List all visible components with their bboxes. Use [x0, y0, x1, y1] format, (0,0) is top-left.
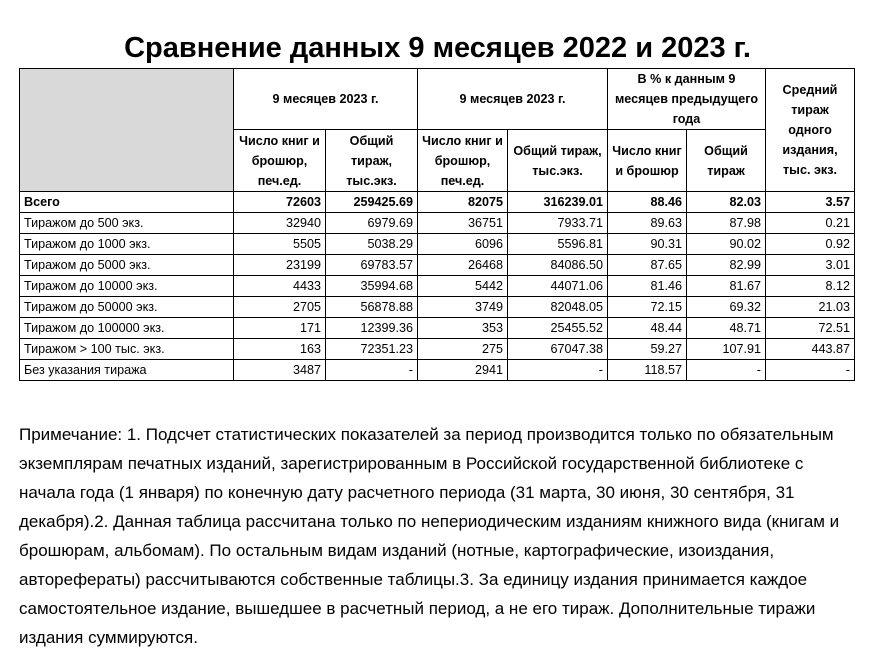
cell-circulation-a: 259425.69	[326, 192, 418, 213]
table-row	[20, 339, 855, 360]
table-row	[20, 297, 855, 318]
cell-circulation-b: -	[508, 360, 608, 381]
row-label: Тиражом до 100000 экз.	[20, 318, 234, 339]
cell-pct-circulation: 81.67	[687, 276, 766, 297]
cell-pct-circulation: 48.71	[687, 318, 766, 339]
cell-books-b: 26468	[418, 255, 508, 276]
group-header-2023-b: 9 месяцев 2023 г.	[418, 69, 608, 130]
cell-pct-books: 59.27	[608, 339, 687, 360]
footnote-text: Примечание: 1. Подсчет статистических показателей за период производится только по обязательным экземплярам печатных изданий, зарегистрированным в Российской государственной библиотеке с начала года (1 января) по конечную дату расчетного периода (31 марта, 30 июня, 30 сентября, 31 декабря).2. Данная таблица рассчитана только по непериодическим изданиям книжного вида (книгам и брошюрам, альбомам). По остальным видам изданий (нотные, картографические, изоиздания, авторефераты) рассчитываются собственные таблицы.3. За единицу издания принимается каждое самостоятельное издание, вышедшее в расчетный период, а не его тираж. Дополнительные тиражи издания суммируются.	[19, 425, 840, 647]
subheader-circulation-a: Общий тираж, тыс.экз.	[326, 130, 418, 192]
cell-avg-circulation: 8.12	[766, 276, 855, 297]
table-row	[20, 213, 855, 234]
cell-pct-books: 88.46	[608, 192, 687, 213]
cell-pct-circulation: 90.02	[687, 234, 766, 255]
cell-circulation-b: 7933.71	[508, 213, 608, 234]
cell-books-a: 3487	[234, 360, 326, 381]
cell-avg-circulation: 0.92	[766, 234, 855, 255]
table-row	[20, 276, 855, 297]
cell-books-a: 5505	[234, 234, 326, 255]
cell-circulation-b: 5596.81	[508, 234, 608, 255]
row-label: Всего	[20, 192, 234, 213]
cell-avg-circulation: 3.57	[766, 192, 855, 213]
subheader-circulation-b: Общий тираж, тыс.экз.	[508, 130, 608, 192]
cell-pct-circulation: 107.91	[687, 339, 766, 360]
cell-circulation-b: 44071.06	[508, 276, 608, 297]
cell-circulation-b: 82048.05	[508, 297, 608, 318]
cell-pct-books: 118.57	[608, 360, 687, 381]
cell-circulation-b: 84086.50	[508, 255, 608, 276]
cell-books-b: 6096	[418, 234, 508, 255]
cell-books-a: 171	[234, 318, 326, 339]
cell-pct-circulation: 87.98	[687, 213, 766, 234]
cell-pct-books: 89.63	[608, 213, 687, 234]
row-label: Тиражом до 1000 экз.	[20, 234, 234, 255]
cell-books-a: 2705	[234, 297, 326, 318]
cell-books-a: 23199	[234, 255, 326, 276]
row-label: Тиражом до 500 экз.	[20, 213, 234, 234]
cell-circulation-a: 6979.69	[326, 213, 418, 234]
cell-books-b: 275	[418, 339, 508, 360]
subheader-pct-circulation: Общий тираж	[687, 130, 766, 192]
cell-pct-books: 87.65	[608, 255, 687, 276]
cell-avg-circulation: 72.51	[766, 318, 855, 339]
table-row	[20, 360, 855, 381]
table-row	[20, 192, 855, 213]
cell-pct-circulation: -	[687, 360, 766, 381]
subheader-books-b: Число книг и брошюр, печ.ед.	[418, 130, 508, 192]
row-label: Тиражом > 100 тыс. экз.	[20, 339, 234, 360]
table-row	[20, 255, 855, 276]
cell-books-a: 32940	[234, 213, 326, 234]
row-label: Тиражом до 5000 экз.	[20, 255, 234, 276]
cell-pct-books: 81.46	[608, 276, 687, 297]
cell-circulation-a: -	[326, 360, 418, 381]
row-label: Без указания тиража	[20, 360, 234, 381]
cell-pct-circulation: 82.03	[687, 192, 766, 213]
cell-books-a: 72603	[234, 192, 326, 213]
comparison-table	[19, 68, 855, 381]
row-label: Тиражом до 50000 экз.	[20, 297, 234, 318]
cell-books-b: 82075	[418, 192, 508, 213]
table-row	[20, 318, 855, 339]
cell-pct-books: 90.31	[608, 234, 687, 255]
page-title: Сравнение данных 9 месяцев 2022 и 2023 г.	[124, 32, 751, 65]
cell-circulation-b: 25455.52	[508, 318, 608, 339]
cell-circulation-a: 56878.88	[326, 297, 418, 318]
cell-avg-circulation: -	[766, 360, 855, 381]
cell-pct-circulation: 82.99	[687, 255, 766, 276]
cell-avg-circulation: 21.03	[766, 297, 855, 318]
row-label: Тиражом до 10000 экз.	[20, 276, 234, 297]
cell-pct-circulation: 69.32	[687, 297, 766, 318]
cell-circulation-a: 69783.57	[326, 255, 418, 276]
cell-circulation-a: 35994.68	[326, 276, 418, 297]
cell-avg-circulation: 443.87	[766, 339, 855, 360]
cell-books-b: 353	[418, 318, 508, 339]
group-header-percent: В % к данным 9 месяцев предыдущего года	[608, 69, 766, 130]
cell-circulation-a: 5038.29	[326, 234, 418, 255]
cell-pct-books: 72.15	[608, 297, 687, 318]
subheader-books-a: Число книг и брошюр, печ.ед.	[234, 130, 326, 192]
cell-books-a: 163	[234, 339, 326, 360]
table-row	[20, 234, 855, 255]
cell-books-b: 36751	[418, 213, 508, 234]
cell-circulation-a: 72351.23	[326, 339, 418, 360]
group-header-avg-circulation: Средний тираж одного издания, тыс. экз.	[766, 69, 855, 192]
cell-pct-books: 48.44	[608, 318, 687, 339]
table-body	[20, 192, 855, 381]
group-header-2023-a: 9 месяцев 2023 г.	[234, 69, 418, 130]
cell-books-b: 3749	[418, 297, 508, 318]
cell-books-a: 4433	[234, 276, 326, 297]
cell-books-b: 2941	[418, 360, 508, 381]
cell-avg-circulation: 0.21	[766, 213, 855, 234]
subheader-pct-books: Число книг и брошюр	[608, 130, 687, 192]
cell-books-b: 5442	[418, 276, 508, 297]
cell-circulation-a: 12399.36	[326, 318, 418, 339]
cell-circulation-b: 316239.01	[508, 192, 608, 213]
header-empty-cell	[20, 69, 234, 192]
cell-circulation-b: 67047.38	[508, 339, 608, 360]
cell-avg-circulation: 3.01	[766, 255, 855, 276]
